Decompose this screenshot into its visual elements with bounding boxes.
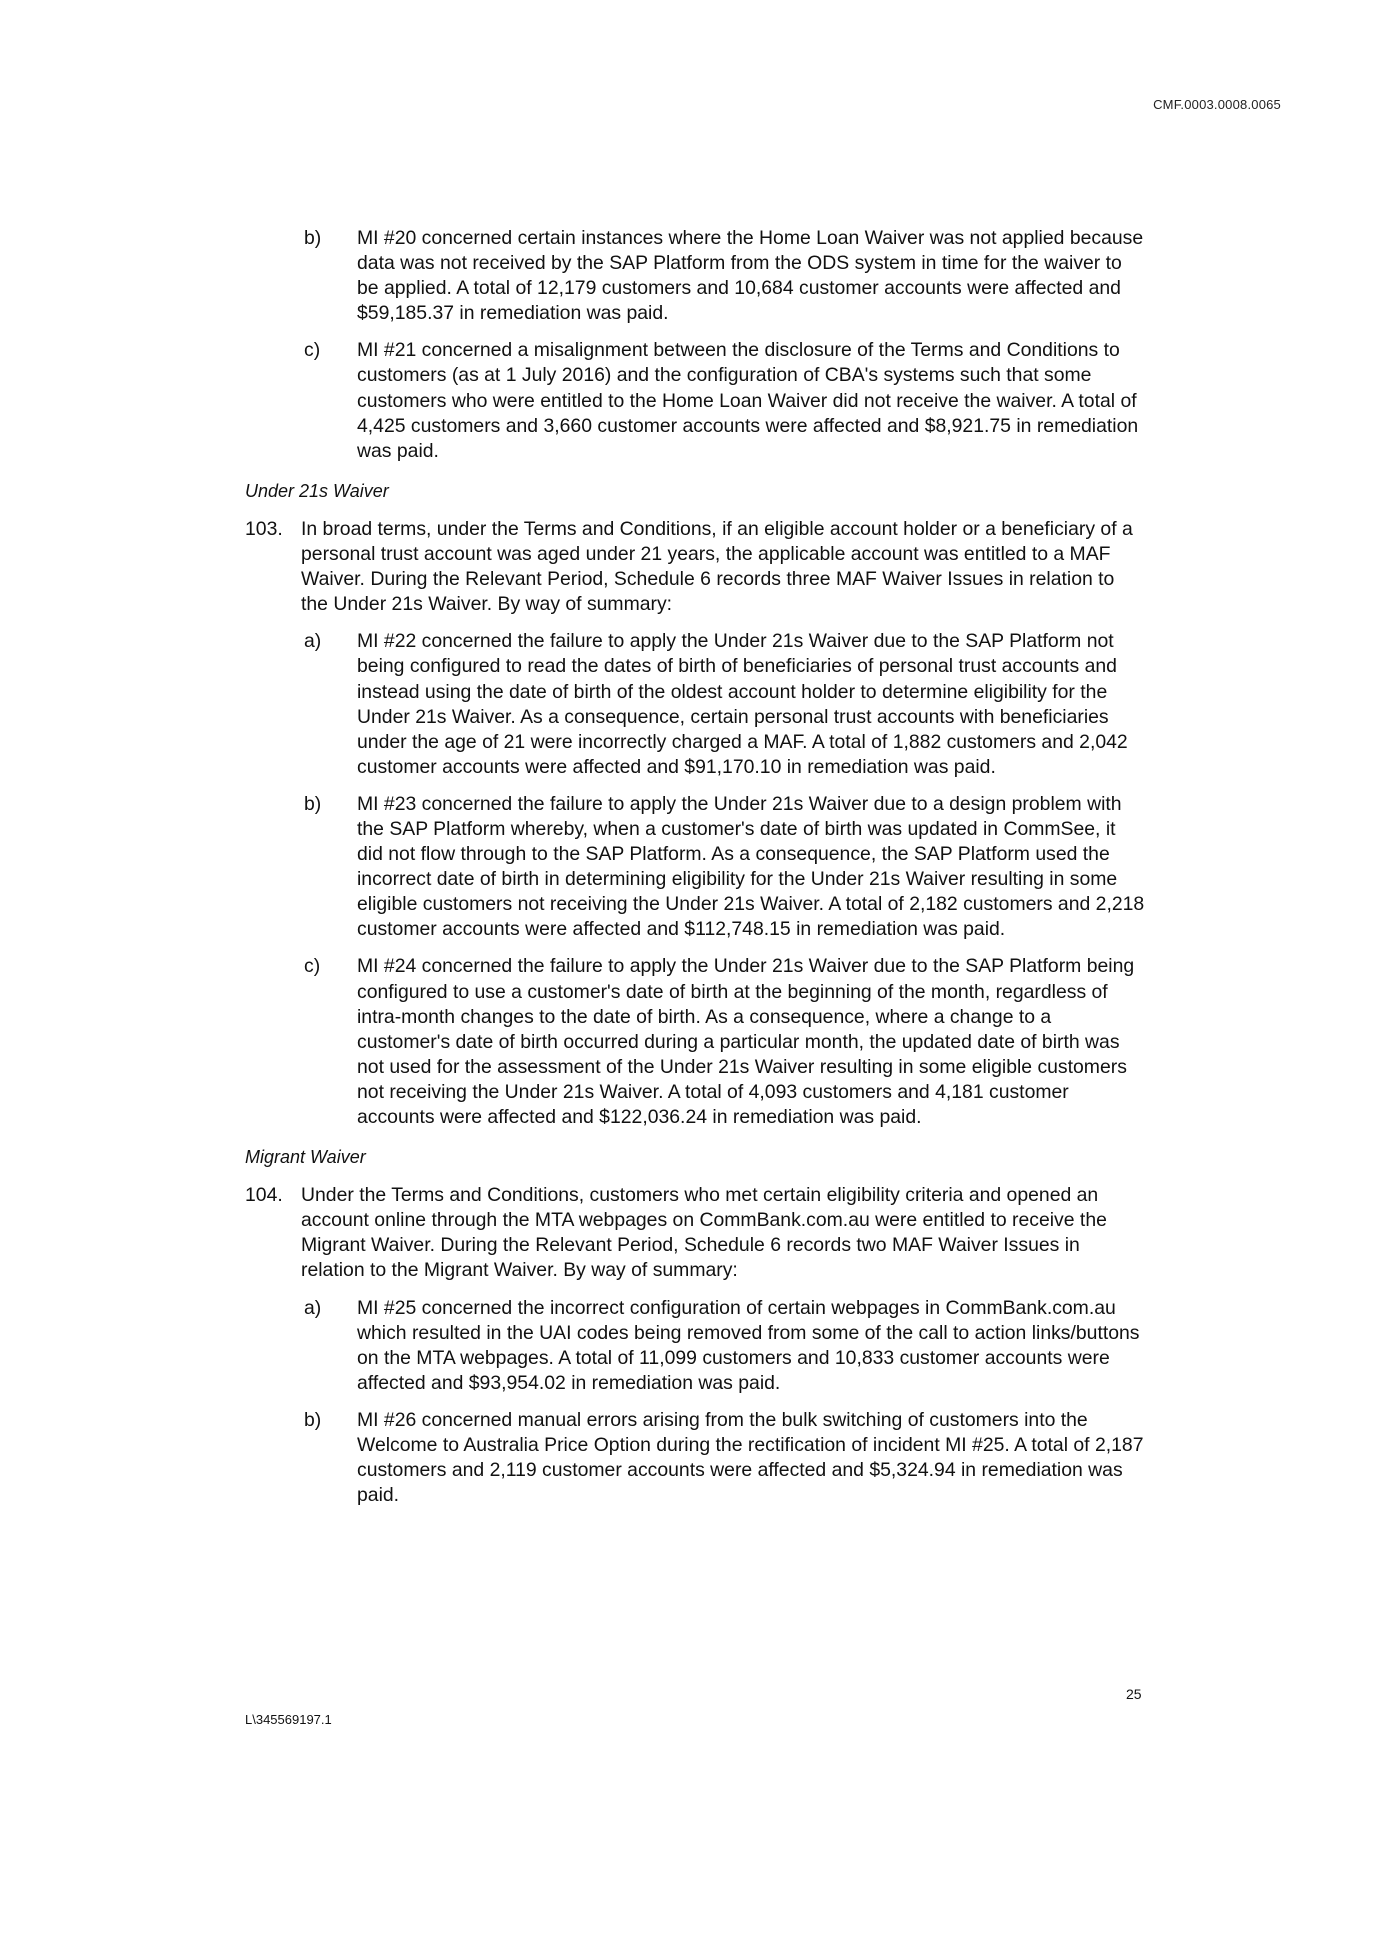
item-text: MI #25 concerned the incorrect configuration of certain webpages in CommBank.com.au which resulted in the UAI codes being removed from some of the call to action links/buttons on the MTA webpages. A total of 11,099 customers and 10,833 customer accounts were affected and $93,954.02 in remediation was paid. bbox=[357, 1296, 1140, 1394]
item-marker: c) bbox=[304, 339, 321, 362]
list-item bbox=[245, 792, 1145, 943]
paragraph-104 bbox=[245, 1183, 1145, 1283]
item-text: MI #21 concerned a misalignment between the disclosure of the Terms and Conditions to customers (as at 1 July 2016) and the configuration of CBA's systems such that some customers who were entitled to the Home Loan Waiver did not receive the waiver. A total of 4,425 customers and 3,660 customer accounts were affected and $8,921.75 in remediation was paid. bbox=[357, 339, 1139, 462]
item-marker: c) bbox=[304, 955, 321, 978]
list-item bbox=[245, 226, 1145, 326]
list-item bbox=[245, 338, 1145, 463]
item-text: MI #26 concerned manual errors arising from the bulk switching of customers into the Welcome to Australia Price Option during the rectification of incident MI #25. A total of 2,187 customers and 2,119 customer accounts were affected and $5,324.94 in remediation was paid. bbox=[357, 1408, 1144, 1507]
paragraph-number: 103. bbox=[245, 517, 283, 540]
list-item bbox=[245, 1408, 1145, 1508]
list-item bbox=[245, 1296, 1145, 1396]
document-id: CMF.0003.0008.0065 bbox=[1153, 97, 1281, 112]
item-text: MI #22 concerned the failure to apply the Under 21s Waiver due to the SAP Platform not being configured to read the dates of birth of beneficiaries of personal trust accounts and instead using the date of birth of the oldest account holder to determine eligibility for the Under 21s Waiver. As a consequence, certain personal trust accounts with beneficiaries under the age of 21 were incorrectly charged a MAF. A total of 1,882 customers and 2,042 customer accounts were affected and $91,170.10 in remediation was paid. bbox=[357, 630, 1128, 778]
document-body bbox=[245, 226, 1145, 1520]
section-heading-migrant: Migrant Waiver bbox=[245, 1147, 366, 1168]
page-number: 25 bbox=[1126, 1686, 1142, 1702]
paragraph-text: In broad terms, under the Terms and Conditions, if an eligible account holder or a beneficiary of a personal trust account was aged under 21 years, the applicable account was entitled to a MAF Waiver. During the Relevant Period, Schedule 6 records three MAF Waiver Issues in relation to the Under 21s Waiver. By way of summary: bbox=[301, 517, 1133, 616]
item-marker: b) bbox=[304, 792, 322, 815]
section-heading-under-21s: Under 21s Waiver bbox=[245, 480, 389, 501]
list-item bbox=[245, 954, 1145, 1130]
document-reference: L\345569197.1 bbox=[245, 1712, 332, 1727]
paragraph-text: Under the Terms and Conditions, customers who met certain eligibility criteria and opened an account online through the MTA webpages on CommBank.com.au were entitled to receive the Migrant Waiver. During the Relevant Period, Schedule 6 records two MAF Waiver Issues in relation to the Migrant Waiver. By way of summary: bbox=[301, 1184, 1107, 1282]
paragraph-103 bbox=[245, 517, 1145, 617]
paragraph-number: 104. bbox=[245, 1184, 283, 1207]
list-item bbox=[245, 629, 1145, 780]
item-marker: a) bbox=[304, 630, 322, 653]
item-text: MI #24 concerned the failure to apply the Under 21s Waiver due to the SAP Platform being configured to use a customer's date of birth at the beginning of the month, regardless of intra-month changes to the date of birth. As a consequence, where a change to a customer's date of birth occurred during a particular month, the updated date of birth was not used for the assessment of the Under 21s Waiver resulting in some eligible customers not receiving the Under 21s Waiver. A total of 4,093 customers and 4,181 customer accounts were affected and $122,036.24 in remediation was paid. bbox=[357, 955, 1135, 1128]
item-marker: a) bbox=[304, 1296, 322, 1319]
item-text: MI #23 concerned the failure to apply the Under 21s Waiver due to a design problem with the SAP Platform whereby, when a customer's date of birth was updated in CommSee, it did not flow through to the SAP Platform. As a consequence, the SAP Platform used the incorrect date of birth in determining eligibility for the Under 21s Waiver resulting in some eligible customers not receiving the Under 21s Waiver. A total of 2,182 customers and 2,218 customer accounts were affected and $112,748.15 in remediation was paid. bbox=[357, 792, 1145, 941]
item-marker: b) bbox=[304, 227, 322, 249]
item-marker: b) bbox=[304, 1408, 322, 1431]
item-text: MI #20 concerned certain instances where the Home Loan Waiver was not applied because data was not received by the SAP Platform from the ODS system in time for the waiver to be applied. A total of 12,179 customers and 10,684 customer accounts were affected and $59,185.37 in remediation was paid. bbox=[357, 227, 1144, 325]
